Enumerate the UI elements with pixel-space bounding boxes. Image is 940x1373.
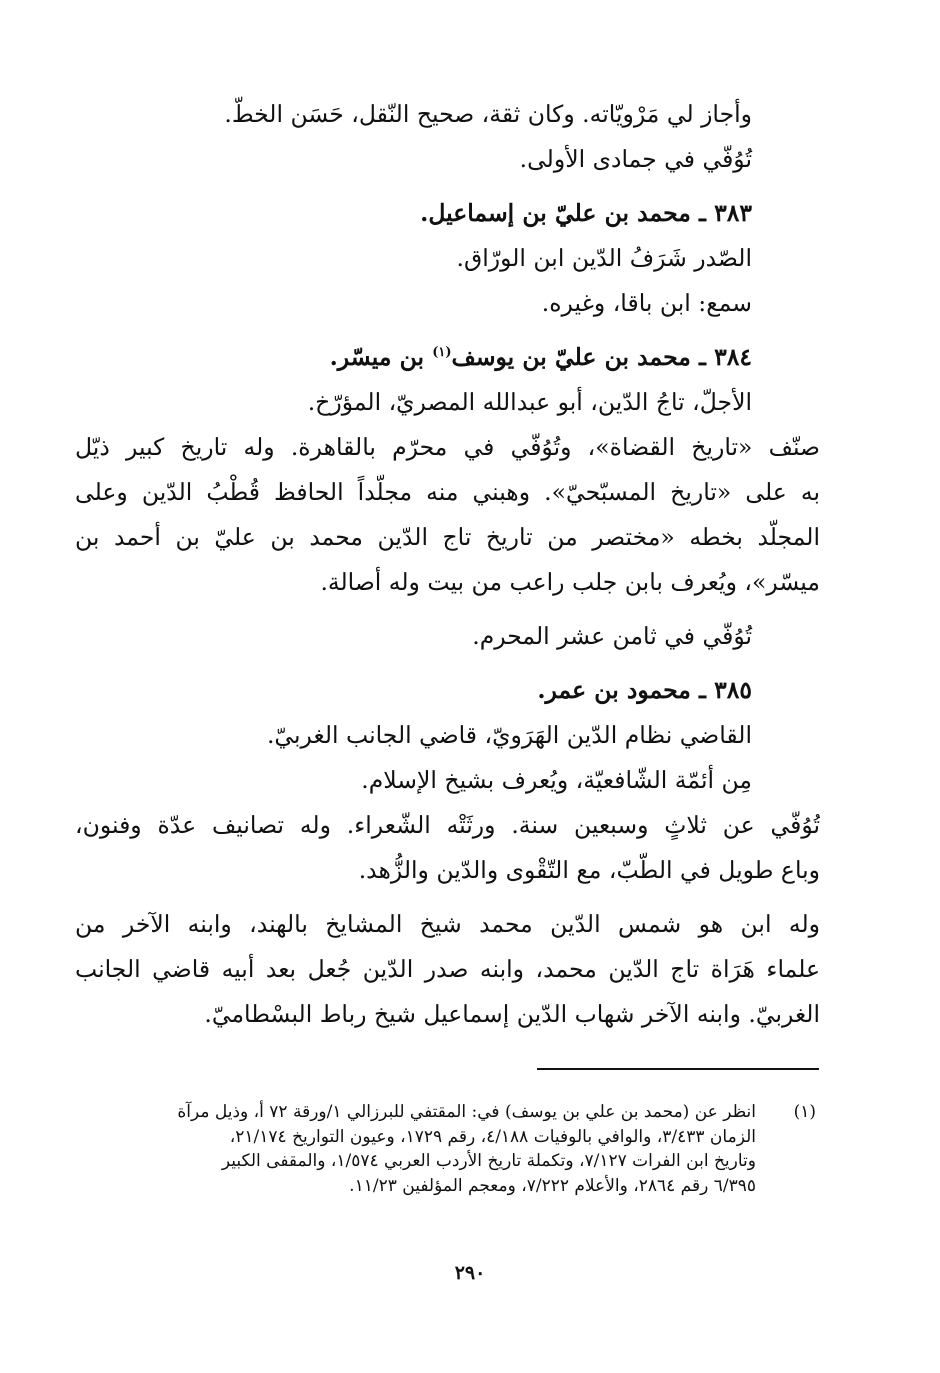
text-line: صنّف «تاريخ القضاة»، وتُوُفّي في محرّم بالقاهرة. وله تاريخ كبير ذيّل [75,433,820,461]
footnote-marker[interactable]: (١) [432,345,452,361]
entry-heading-384 [75,335,820,380]
text-line: المجلّد بخطه «مختصر من تاريخ تاج الدّين محمد بن عليّ بن أحمد بن [75,523,820,551]
entry-heading-383: ٣٨٣ ـ محمد بن عليّ بن إسماعيل. [420,199,752,227]
text-line: تُوُفّي في ثامن عشر المحرم. [472,622,752,650]
heading-text-suffix: بن ميسّر. [329,343,425,371]
text-line: وله ابن هو شمس الدّين محمد شيخ المشايخ بالهند، وابنه الآخر من [75,910,820,938]
text-line: القاضي نظام الدّين الهَرَويّ، قاضي الجانب الغربيّ. [266,721,752,749]
footnote-line: ٦/٣٩٥ رقم ٢٨٦٤، والأعلام ٧/٢٢٢، ومعجم المؤلفين ١١/٢٣. [349,1175,756,1196]
text-line: وباع طويل في الطّبّ، مع التّقْوى والدّين والزُّهد. [358,856,820,884]
text-line: تُوُفّي في جمادى الأولى. [519,145,752,173]
text-line: ميسّر»، ويُعرف بابن جلب راعب من بيت وله أصالة. [320,568,820,596]
page-body [75,92,820,1037]
text-line: سمع: ابن باقا، وغيره. [541,289,752,317]
footnote-number: (١) [793,1102,816,1122]
text-line: به على «تاريخ المسبّحيّ». وهبني منه مجلّداً الحافظ قُطْبُ الدّين وعلى [75,478,820,506]
text-line: الصّدر شَرَفُ الدّين ابن الورّاق. [456,244,752,272]
text-line: تُوُفّي عن ثلاثٍ وسبعين سنة. ورثَتْه الشّعراء. وله تصانيف عدّة وفنون، [75,811,820,839]
text-line: الغربيّ. وابنه الآخر شهاب الدّين إسماعيل شيخ رباط البسْطاميّ. [204,1000,820,1028]
footnote-line: الزمان ٣/٤٣٣، والوافي بالوفيات ٤/١٨٨، رقم ١٧٢٩، وعيون التواريخ ٢١/١٧٤، [229,1126,756,1147]
heading-text: ٣٨٤ ـ محمد بن عليّ بن يوسف [451,343,752,371]
page-number: ٢٩٠ [454,1262,486,1284]
footnote [75,1100,820,1198]
footnote-line: انظر عن (محمد بن علي بن يوسف) في: المقتفي للبرزالي ١/ورقة ٧٢ أ، وذيل مرآة [177,1102,756,1122]
footnote-separator [537,1068,819,1070]
text-line: وأجاز لي مَرْويّاته. وكان ثقة، صحيح النّقل، حَسَن الخطّ. [224,100,752,128]
text-line: الأجلّ، تاجُ الدّين، أبو عبدالله المصريّ، المؤرّخ. [307,388,752,416]
footnote-text [75,1100,756,1198]
text-line: مِن أئمّة الشّافعيّة، ويُعرف بشيخ الإسلام. [361,766,752,794]
footnote-line: وتاريخ ابن الفرات ٧/١٢٧، وتكملة تاريخ الأردب العربي ١/٥٧٤، والمقفى الكبير [221,1151,756,1171]
entry-heading-385: ٣٨٥ ـ محمود بن عمر. [537,676,752,704]
text-line: علماء هَرَاة تاج الدّين محمد، وابنه صدر الدّين جُعل بعد أبيه قاضي الجانب [75,955,820,983]
